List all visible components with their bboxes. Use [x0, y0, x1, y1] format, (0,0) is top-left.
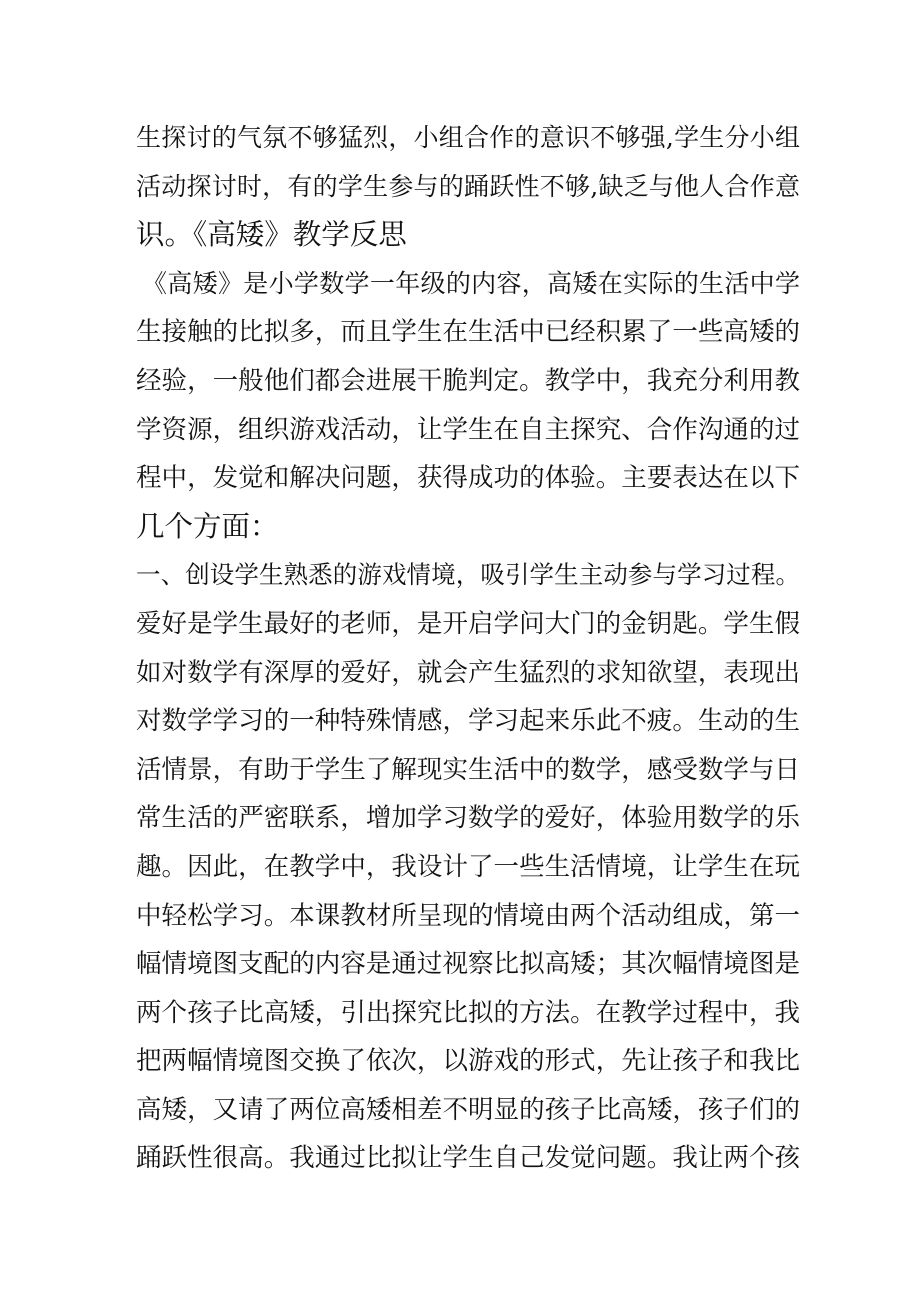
text-line: 中轻松学习。本课教材所呈现的情境由两个活动组成，第一 — [136, 900, 800, 931]
text-line: 一、创设学生熟悉的游戏情境，吸引学生主动参与学习过程。 — [136, 560, 800, 590]
text-line: 生接触的比拟多，而且学生在生活中已经积累了一些高矮的 — [136, 317, 800, 348]
text-line: 活动探讨时，有的学生参与的踊跃性不够,缺乏与他人合作意 — [136, 171, 800, 201]
body-text — [136, 114, 800, 1183]
text-line: 活情景，有助于学生了解现实生活中的数学，感受数学与日 — [136, 754, 800, 785]
text-line: 把两幅情境图交换了依次，以游戏的形式，先让孩子和我比 — [136, 1046, 800, 1077]
text-line: 幅情境图支配的内容是通过视察比拟高矮；其次幅情境图是 — [136, 949, 800, 980]
text-line: 经验，一般他们都会进展干脆判定。教学中，我充分利用教 — [136, 365, 800, 396]
text-line: 高矮，又请了两位高矮相差不明显的孩子比高矮，孩子们的 — [136, 1094, 800, 1125]
text-line: 对数学学习的一种特殊情感，学习起来乐此不疲。生动的生 — [136, 706, 800, 737]
text-line: 几个方面： — [136, 509, 279, 543]
text-line: 趣。因此，在教学中，我设计了一些生活情境，让学生在玩 — [136, 851, 800, 882]
text-line: 生探讨的气氛不够猛烈，小组合作的意识不够强,学生分小组 — [136, 123, 800, 152]
text-line: 常生活的严密联系，增加学习数学的爱好，体验用数学的乐 — [136, 803, 800, 834]
text-line: 《高矮》是小学数学一年级的内容，高矮在实际的生活中学 — [142, 268, 800, 298]
text-line: 识。《高矮》教学反思 — [136, 218, 407, 252]
text-line: 程中，发觉和解决问题，获得成功的体验。主要表达在以下 — [136, 463, 800, 494]
text-line: 爱好是学生最好的老师，是开启学问大门的金钥匙。学生假 — [136, 608, 800, 639]
text-line: 踊跃性很高。我通过比拟让学生自己发觉问题。我让两个孩 — [136, 1143, 800, 1174]
text-line: 学资源，组织游戏活动，让学生在自主探究、合作沟通的过 — [136, 414, 800, 445]
text-line: 如对数学有深厚的爱好，就会产生猛烈的求知欲望，表现出 — [136, 657, 800, 688]
text-line: 两个孩子比高矮，引出探究比拟的方法。在教学过程中，我 — [136, 997, 800, 1028]
